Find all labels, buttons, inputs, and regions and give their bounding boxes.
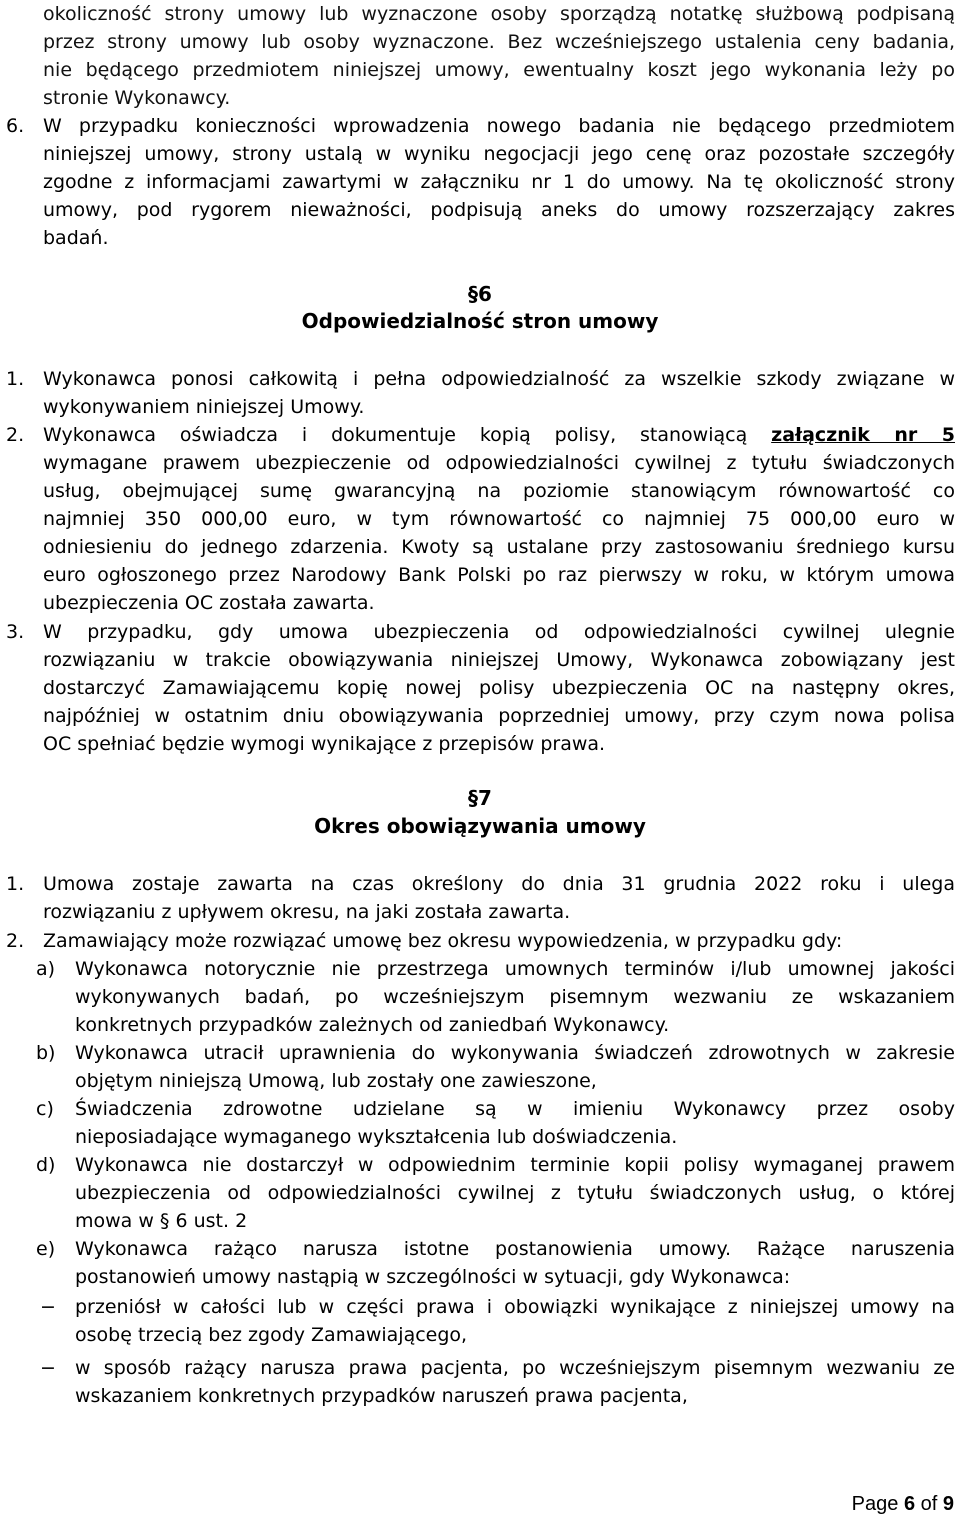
text-line: rozwiązaniu z upływem okresu, na jaki została zawarta.	[43, 901, 571, 923]
of-word: of	[920, 1493, 938, 1515]
intro-paragraph	[43, 0, 955, 112]
page-footer	[852, 1493, 954, 1516]
list-label: d)	[36, 1154, 56, 1176]
section-title: Okres obowiązywania umowy	[314, 814, 646, 838]
section7-point2	[43, 927, 955, 955]
text-line: wykonywaniem niniejszej Umowy.	[43, 396, 365, 418]
dash-item-1	[75, 1293, 955, 1349]
section-sign: §	[468, 282, 479, 306]
section-number: 7	[478, 786, 492, 810]
item-number: 6.	[6, 115, 25, 137]
page-word: Page	[851, 1493, 899, 1515]
text-line: stronie Wykonawcy.	[43, 87, 231, 109]
text-line: OC spełniać będzie wymogi wynikające z przepisów prawa.	[43, 733, 606, 755]
text-line: Zamawiający może rozwiązać umowę bez okresu wypowiedzenia, w przypadku gdy:	[43, 930, 843, 952]
section-number: 6	[478, 282, 492, 306]
text-line: wymagane prawem ubezpieczenie od odpowiedzialności cywilnej z tytułu świadczonych	[43, 452, 955, 474]
item-number: 2.	[6, 930, 25, 952]
item-number: 1.	[6, 368, 25, 390]
text-line: usług, obejmującej sumę gwarancyjną na poziomie stanowiącym równowartość co	[43, 480, 955, 502]
item-number: 3.	[6, 621, 25, 643]
text-line: nieposiadające wymaganego wykształcenia lub doświadczenia.	[75, 1126, 678, 1148]
text-line: odniesieniu do jednego zdarzenia. Kwoty są ustalane przy zastosowaniu średniego kursu	[43, 536, 955, 558]
section-sign: §	[468, 786, 479, 810]
text-line: W przypadku, gdy umowa ubezpieczenia od odpowiedzialności cywilnej ulegnie	[43, 621, 955, 643]
section-heading-number	[0, 786, 960, 810]
text-line: zgodne z informacjami zawartymi w załączniku nr 1 do umowy. Na tę okoliczność strony	[43, 171, 955, 193]
list-item-d	[75, 1151, 955, 1235]
text-line: umowy, pod rygorem nieważności, podpisują aneks do umowy rozszerzający zakres	[43, 199, 955, 221]
text-line: mowa w § 6 ust. 2	[75, 1210, 248, 1232]
page-number: 6	[903, 1493, 916, 1515]
text-line: W przypadku konieczności wprowadzenia nowego badania nie będącego przedmiotem	[43, 115, 955, 137]
text-line: Wykonawca nie dostarczył w odpowiednim terminie kopii polisy wymaganej prawem	[75, 1154, 955, 1176]
attachment-reference: załącznik nr 5	[771, 424, 955, 446]
list-label: c)	[36, 1098, 54, 1120]
text-line: Umowa zostaje zawarta na czas określony do dnia 31 grudnia 2022 roku i ulega	[43, 873, 955, 895]
list-label: b)	[36, 1042, 56, 1064]
text-line: niniejszej umowy, strony ustalą w wyniku negocjacji jego cenę oraz pozostałe szczegóły	[43, 143, 955, 165]
item-number: 1.	[6, 873, 25, 895]
text-line: wykonywanych badań, po wcześniejszym pisemnym wezwaniu ze wskazaniem	[75, 986, 955, 1008]
text-line: najmniej 350 000,00 euro, w tym równowartość co najmniej 75 000,00 euro w	[43, 508, 955, 530]
text-line: Wykonawca notorycznie nie przestrzega umownych terminów i/lub umownej jakości	[75, 958, 955, 980]
list-label: a)	[36, 958, 56, 980]
text-line: osobę trzecią bez zgody Zamawiającego,	[75, 1324, 468, 1346]
text-line: przez strony umowy lub osoby wyznaczone. Bez wcześniejszego ustalenia ceny badania,	[43, 31, 955, 53]
list-item-c	[75, 1095, 955, 1151]
text-line: okoliczność strony umowy lub wyznaczone osoby sporządzą notatkę służbową podpisaną	[43, 3, 955, 25]
text-line: ubezpieczenia od odpowiedzialności cywilnej z tytułu świadczonych usług, o której	[75, 1182, 955, 1204]
text-line: wskazaniem konkretnych przypadków naruszeń prawa pacjenta,	[75, 1385, 688, 1407]
text-line: konkretnych przypadków zależnych od zaniedbań Wykonawcy.	[75, 1014, 670, 1036]
text-line: rozwiązaniu w trakcie obowiązywania niniejszej Umowy, Wykonawca zobowiązany jest	[43, 649, 955, 671]
section6-point1	[43, 365, 955, 421]
dash-bullet: −	[40, 1296, 56, 1318]
text-line: Wykonawca ponosi całkowitą i pełna odpowiedzialność za wszelkie szkody związane w	[43, 368, 955, 390]
section-heading-number	[0, 282, 960, 306]
text-line: postanowień umowy nastąpią w szczególności w sytuacji, gdy Wykonawca:	[75, 1266, 791, 1288]
text-line: badań.	[43, 227, 109, 249]
text-line	[43, 421, 955, 449]
text-line: Świadczenia zdrowotne udzielane są w imieniu Wykonawcy przez osoby	[75, 1098, 955, 1120]
text-line: Wykonawca utracił uprawnienia do wykonywania świadczeń zdrowotnych w zakresie	[75, 1042, 955, 1064]
section6-point3	[43, 618, 955, 758]
total-pages: 9	[942, 1493, 954, 1515]
text-line: dostarczyć Zamawiającemu kopię nowej polisy ubezpieczenia OC na następny okres,	[43, 677, 955, 699]
list-item-a	[75, 955, 955, 1039]
text-line: nie będącego przedmiotem niniejszej umowy, ewentualny koszt jego wykonania leży po	[43, 59, 955, 81]
list-label: e)	[36, 1238, 56, 1260]
item-number: 2.	[6, 424, 25, 446]
text-line: euro ogłoszonego przez Narodowy Bank Polski po raz pierwszy w roku, w którym umowa	[43, 564, 955, 586]
text-line: najpóźniej w ostatnim dniu obowiązywania poprzedniej umowy, przy czym nowa polisa	[43, 705, 955, 727]
list-item-e	[75, 1235, 955, 1291]
dash-item-2	[75, 1354, 955, 1410]
dash-bullet: −	[40, 1357, 56, 1379]
text-line: w sposób rażący narusza prawa pacjenta, po wcześniejszym pisemnym wezwaniu ze	[75, 1357, 955, 1379]
item-6-paragraph	[43, 112, 955, 252]
text-line: Wykonawca rażąco narusza istotne postanowienia umowy. Rażące naruszenia	[75, 1238, 955, 1260]
text-line: objętym niniejszą Umową, lub zostały one zawieszone,	[75, 1070, 597, 1092]
section7-point1	[43, 870, 955, 926]
list-item-b	[75, 1039, 955, 1095]
text-segment: Wykonawca oświadcza i dokumentuje kopią polisy, stanowiącą	[43, 424, 748, 446]
section-title: Odpowiedzialność stron umowy	[301, 309, 659, 333]
text-line: przeniósł w całości lub w części prawa i obowiązki wynikające z niniejszej umowy na	[75, 1296, 955, 1318]
text-line: ubezpieczenia OC została zawarta.	[43, 592, 375, 614]
section6-point2	[43, 421, 955, 617]
